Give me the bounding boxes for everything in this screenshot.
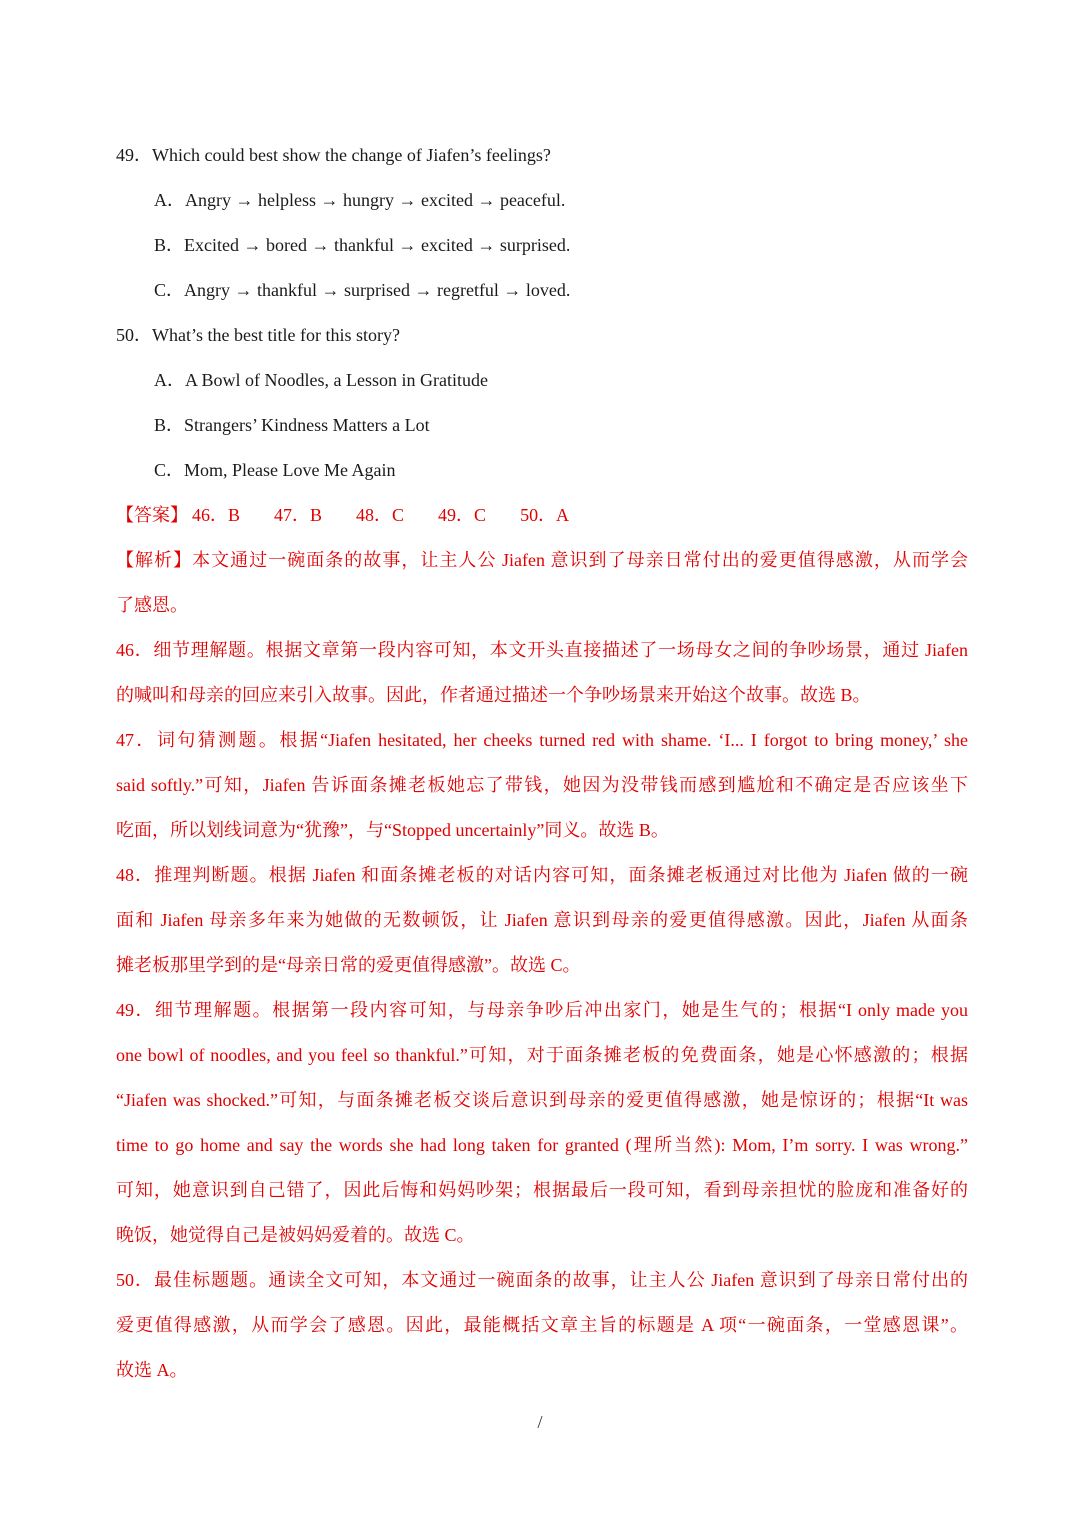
explanation-line: 49．细节理解题。根据第一段内容可知，与母亲争吵后冲出家门，她是生气的；根据“I only made you (116, 1000, 968, 1020)
explanation-line: time to go home and say the words she had long taken for granted (理所当然): Mom, I’m sorry. I was wrong.” (116, 1135, 968, 1155)
question-50-option-c: C．Mom, Please Love Me Again (154, 460, 396, 480)
answer-item-48: 48．C (356, 505, 405, 525)
question-49-option-c: C．Angry → thankful → surprised → regretful → loved. (154, 280, 571, 300)
answer-item-47: 47．B (274, 505, 323, 525)
answer-item-49: 49．C (438, 505, 487, 525)
explanation-line: 晚饭，她觉得自己是被妈妈爱着的。故选 C。 (116, 1225, 475, 1245)
question-49-option-a: A．Angry → helpless → hungry → excited → peaceful. (154, 190, 566, 210)
explanation-48 (116, 853, 968, 988)
page-footer-mark: / (537, 1412, 543, 1432)
explanation-line: 摊老板那里学到的是“母亲日常的爱更值得感激”。故选 C。 (116, 955, 581, 975)
explanation-line: 47．词句猜测题。根据“Jiafen hesitated, her cheeks turned red with shame. ‘I... I forgot to bring money,’ she (116, 730, 968, 750)
answer-label: 【答案】 (116, 505, 188, 525)
analysis-summary (116, 538, 968, 628)
explanation-line: 吃面，所以划线词意为“犹豫”，与“Stopped uncertainly”同义。故选 B。 (116, 820, 669, 840)
analysis-line: 了感恩。 (116, 595, 188, 615)
answer-key (116, 493, 968, 538)
answer-item-46: 46．B (192, 505, 241, 525)
question-49-stem: 49．Which could best show the change of Jiafen’s feelings? (116, 145, 551, 165)
explanation-line: 48．推理判断题。根据 Jiafen 和面条摊老板的对话内容可知，面条摊老板通过对比他为 Jiafen 做的一碗 (116, 865, 968, 885)
explanation-46 (116, 628, 968, 718)
analysis-line: 【解析】本文通过一碗面条的故事，让主人公 Jiafen 意识到了母亲日常付出的爱更值得感激，从而学会 (116, 550, 968, 570)
explanation-50 (116, 1258, 968, 1393)
document-content (116, 133, 968, 1393)
explanation-line: 爱更值得感激，从而学会了感恩。因此，最能概括文章主旨的标题是 A 项“一碗面条，一堂感恩课”。 (116, 1315, 968, 1335)
explanation-line: one bowl of noodles, and you feel so thankful.”可知，对于面条摊老板的免费面条，她是心怀感激的；根据 (116, 1045, 968, 1065)
explanation-line: 面和 Jiafen 母亲多年来为她做的无数顿饭，让 Jiafen 意识到母亲的爱更值得感激。因此，Jiafen 从面条 (116, 910, 968, 930)
explanation-line: 50．最佳标题题。通读全文可知，本文通过一碗面条的故事，让主人公 Jiafen 意识到了母亲日常付出的 (116, 1270, 968, 1290)
explanation-line: 可知，她意识到自己错了，因此后悔和妈妈吵架；根据最后一段可知，看到母亲担忧的脸庞和准备好的 (116, 1180, 968, 1200)
explanation-line: 46．细节理解题。根据文章第一段内容可知，本文开头直接描述了一场母女之间的争吵场景，通过 Jiafen (116, 640, 968, 660)
answer-item-50: 50．A (520, 505, 570, 525)
question-49-option-b: B．Excited → bored → thankful → excited → surprised. (154, 235, 571, 255)
explanation-line: 的喊叫和母亲的回应来引入故事。因此，作者通过描述一个争吵场景来开始这个故事。故选 B。 (116, 685, 871, 705)
explanation-49 (116, 988, 968, 1258)
explanation-line: said softly.”可知，Jiafen 告诉面条摊老板她忘了带钱，她因为没带钱而感到尴尬和不确定是否应该坐下 (116, 775, 968, 795)
question-50-option-b: B．Strangers’ Kindness Matters a Lot (154, 415, 430, 435)
question-50-option-a: A．A Bowl of Noodles, a Lesson in Gratitude (154, 370, 488, 390)
question-50-stem: 50．What’s the best title for this story? (116, 325, 400, 345)
explanation-47 (116, 718, 968, 853)
explanation-line: 故选 A。 (116, 1360, 188, 1380)
explanation-line: “Jiafen was shocked.”可知，与面条摊老板交谈后意识到母亲的爱更值得感激，她是惊讶的；根据“It was (116, 1090, 968, 1110)
